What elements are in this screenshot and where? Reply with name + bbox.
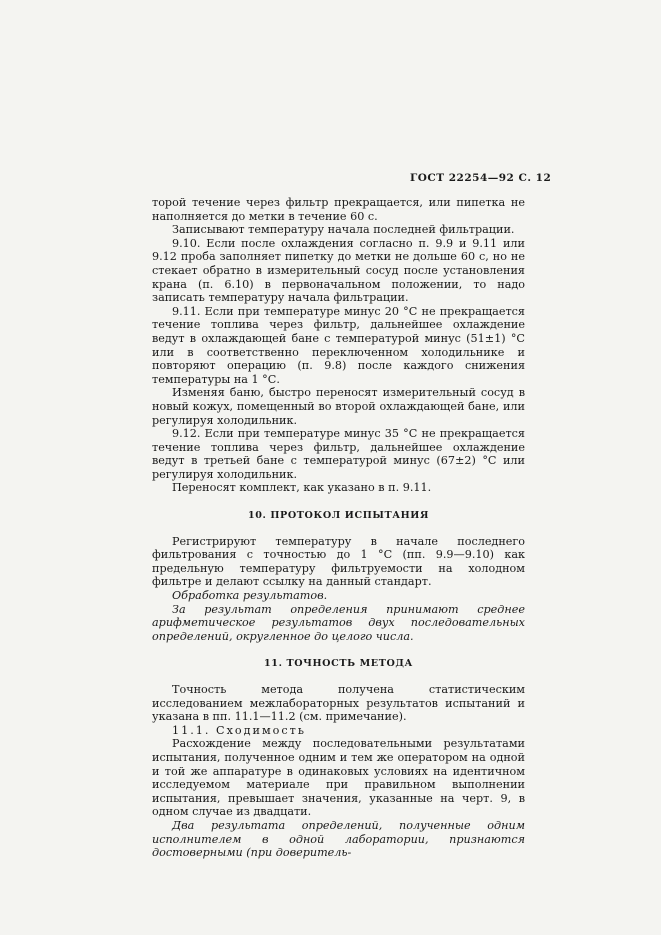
page-header: ГОСТ 22254—92 С. 12 — [410, 172, 552, 184]
paragraph-record-temperature: Записывают температуру начала последней фильтрации. — [172, 223, 515, 237]
paragraph-result-definition: За результат определения принимают среднее арифметическое результатов двух последовательных определений, округленное до целого числа. — [152, 602, 525, 643]
paragraph-9-10: 9.10. Если после охлаждения согласно п. 9.9 и 9.11 или 9.12 проба заполняет пипетку до метки не дольше 60 с, но не стекает обратно в измерительный сосуд после установления крана (п. 6.10) в первоначальном положении, то надо записать температуру начала фильтрации. — [152, 236, 525, 305]
paragraph-repeatability: Расхождение между последовательными результатами испытания, полученное одним и тем же оператором на одной и той же аппаратуре в одинаковых условиях на идентичном исследуемом материале при правильном выполнении испытания, превышает значения, указанные на черт. 9, в одном случае из двадцати. — [152, 737, 525, 819]
paragraph-transfer-kit: Переносят комплект, как указано в п. 9.11. — [172, 481, 432, 495]
section-heading-11: 11. ТОЧНОСТЬ МЕТОДА — [264, 658, 413, 670]
paragraph-register: Регистрируют температуру в начале последнего фильтрования с точностью до 1 °С (пп. 9.9—9.10) как предельную температуру фильтруемости на холодном фильтре и делают ссылку на данный стандарт. — [152, 534, 525, 589]
paragraph-continuation: торой течение через фильтр прекращается, или пипетка не наполняется до метки в течение 60 с. — [152, 196, 525, 223]
paragraph-change-bath: Изменяя баню, быстро переносят измерительный сосуд в новый кожух, помещенный во второй охлаждающей бане, или регулируя холодильник. — [152, 386, 525, 427]
paragraph-two-results: Два результата определений, полученные одним исполнителем в одной лаборатории, признаются достоверными (при доверитель- — [152, 818, 525, 860]
paragraph-9-12: 9.12. Если при температуре минус 35 °С не прекращается течение топлива через фильтр, дальнейшее охлаждение ведут в третьей бане с температурой минус (67±2) °С или регулируя холодильник. — [152, 427, 525, 481]
page-body — [152, 196, 525, 860]
paragraph-precision: Точность метода получена статистическим исследованием межлабораторных результатов испытаний и указана в пп. 11.1—11.2 (см. примечание). — [152, 683, 525, 724]
paragraph-11-1-title: 11.1. Сходимость — [172, 723, 306, 737]
paragraph-9-11: 9.11. Если при температуре минус 20 °С не прекращается течение топлива через фильтр, дальнейшее охлаждение ведут в охлаждающей бане с температурой минус (51±1) °С или в соответственно переключенном холодильнике и повторяют операцию (п. 9.8) после каждого снижения температуры на 1 °С. — [152, 304, 525, 386]
section-heading-10: 10. ПРОТОКОЛ ИСПЫТАНИЯ — [247, 510, 430, 522]
paragraph-processing-title: Обработка результатов. — [172, 589, 328, 603]
